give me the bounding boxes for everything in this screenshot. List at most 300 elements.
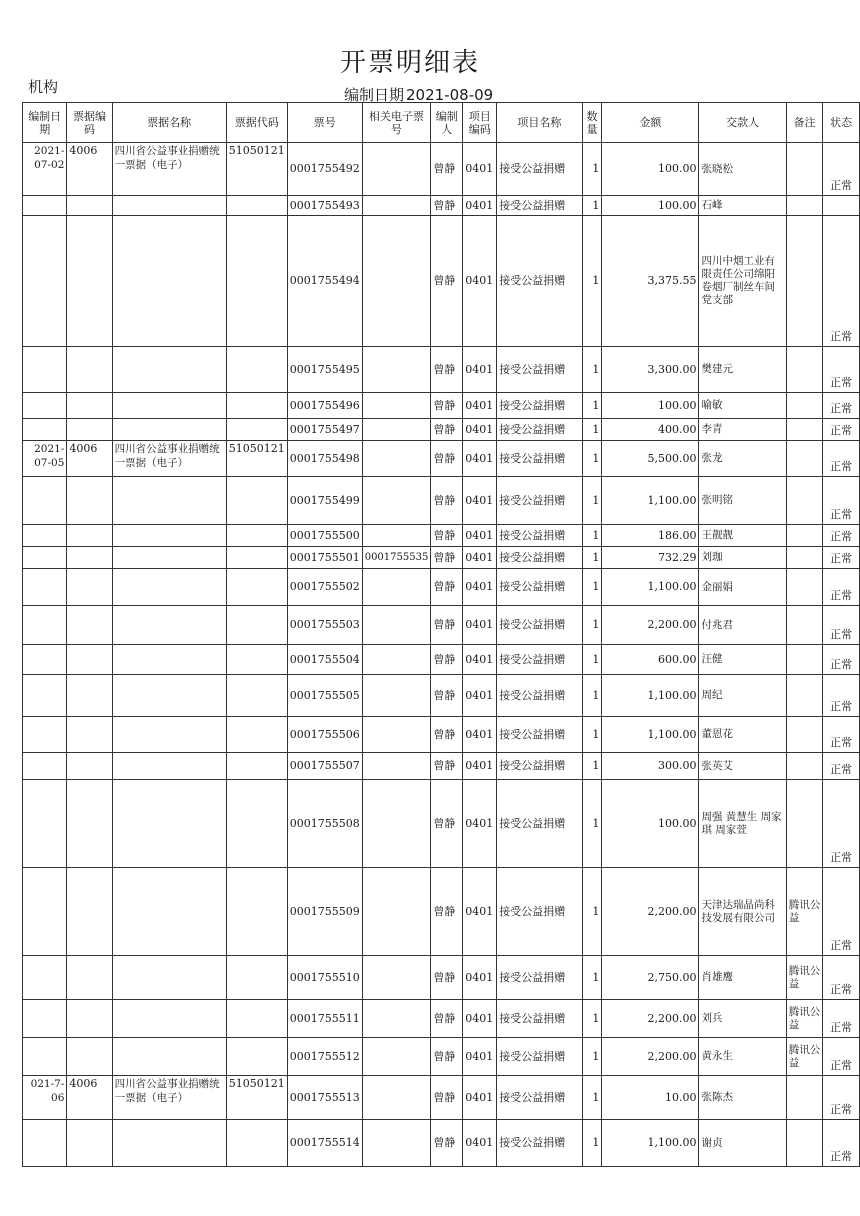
cell-item-name: 接受公益捐赠 [497, 956, 582, 1000]
cell-maker: 曾静 [431, 419, 463, 441]
cell-doc-name [112, 196, 226, 216]
cell-amount: 2,200.00 [602, 1000, 699, 1038]
table-row [23, 753, 860, 780]
cell-doc-code-id [67, 753, 112, 780]
cell-maker: 曾静 [431, 1120, 463, 1167]
cell-date [23, 569, 67, 606]
cell-doc-name [112, 547, 226, 569]
cell-status [823, 196, 860, 216]
cell-doc-code-id [67, 216, 112, 347]
cell-amount: 1,100.00 [602, 675, 699, 717]
cell-payer: 张晓松 [699, 143, 786, 196]
cell-date [23, 196, 67, 216]
cell-doc-code [226, 1038, 287, 1076]
cell-number: 0001755504 [287, 645, 362, 675]
cell-payer: 四川中烟工业有限责任公司绵阳卷烟厂制丝车间党支部 [699, 216, 786, 347]
cell-doc-code [226, 569, 287, 606]
cell-number: 0001755501 [287, 547, 362, 569]
cell-date [23, 1000, 67, 1038]
cell-payer: 王靓靓 [699, 525, 786, 547]
table-row [23, 956, 860, 1000]
cell-doc-code-id: 4006 [67, 143, 112, 196]
cell-maker: 曾静 [431, 525, 463, 547]
cell-date [23, 419, 67, 441]
cell-date [23, 525, 67, 547]
cell-item-code: 0401 [463, 196, 497, 216]
cell-item-name: 接受公益捐赠 [497, 1000, 582, 1038]
cell-note [786, 717, 823, 753]
cell-number: 0001755507 [287, 753, 362, 780]
cell-number: 0001755492 [287, 143, 362, 196]
cell-qty: 1 [582, 569, 602, 606]
cell-qty: 1 [582, 393, 602, 419]
cell-doc-code-id [67, 956, 112, 1000]
cell-amount: 100.00 [602, 393, 699, 419]
cell-payer: 谢贞 [699, 1120, 786, 1167]
cell-related-number [362, 1076, 431, 1120]
cell-doc-name [112, 216, 226, 347]
cell-date [23, 753, 67, 780]
header-number: 票号 [287, 103, 362, 143]
cell-related-number [362, 1120, 431, 1167]
table-row [23, 675, 860, 717]
cell-doc-name: 四川省公益事业捐赠统一票据（电子） [112, 1076, 226, 1120]
cell-doc-code [226, 1120, 287, 1167]
cell-item-name: 接受公益捐赠 [497, 606, 582, 645]
cell-maker: 曾静 [431, 868, 463, 956]
cell-item-name: 接受公益捐赠 [497, 753, 582, 780]
table-row [23, 547, 860, 569]
cell-payer: 李青 [699, 419, 786, 441]
cell-amount: 100.00 [602, 196, 699, 216]
cell-item-code: 0401 [463, 419, 497, 441]
cell-status: 正常 [823, 393, 860, 419]
cell-status: 正常 [823, 753, 860, 780]
cell-status: 正常 [823, 143, 860, 196]
cell-note [786, 569, 823, 606]
cell-related-number [362, 606, 431, 645]
cell-payer: 周强 黄慧生 周家琪 周家萱 [699, 780, 786, 868]
cell-date [23, 477, 67, 525]
cell-item-code: 0401 [463, 569, 497, 606]
table-row [23, 645, 860, 675]
table-row [23, 1120, 860, 1167]
cell-doc-name [112, 393, 226, 419]
cell-item-code: 0401 [463, 956, 497, 1000]
cell-related-number [362, 717, 431, 753]
cell-related-number [362, 477, 431, 525]
cell-doc-name [112, 645, 226, 675]
cell-maker: 曾静 [431, 645, 463, 675]
cell-related-number [362, 753, 431, 780]
cell-qty: 1 [582, 1038, 602, 1076]
cell-status: 正常 [823, 477, 860, 525]
cell-item-name: 接受公益捐赠 [497, 347, 582, 393]
cell-item-name: 接受公益捐赠 [497, 569, 582, 606]
cell-maker: 曾静 [431, 606, 463, 645]
cell-related-number [362, 143, 431, 196]
cell-number: 0001755511 [287, 1000, 362, 1038]
cell-related-number [362, 569, 431, 606]
cell-qty: 1 [582, 441, 602, 477]
cell-doc-code-id [67, 196, 112, 216]
invoice-detail-table [22, 102, 860, 1167]
cell-note [786, 441, 823, 477]
cell-qty: 1 [582, 645, 602, 675]
cell-doc-name [112, 675, 226, 717]
cell-status: 正常 [823, 1076, 860, 1120]
cell-item-name: 接受公益捐赠 [497, 868, 582, 956]
cell-qty: 1 [582, 1076, 602, 1120]
cell-doc-code [226, 645, 287, 675]
cell-item-name: 接受公益捐赠 [497, 477, 582, 525]
cell-status: 正常 [823, 216, 860, 347]
cell-amount: 3,300.00 [602, 347, 699, 393]
cell-note: 腾讯公益 [786, 956, 823, 1000]
cell-item-code: 0401 [463, 868, 497, 956]
cell-number: 0001755503 [287, 606, 362, 645]
cell-maker: 曾静 [431, 569, 463, 606]
cell-amount: 2,200.00 [602, 606, 699, 645]
cell-payer: 张陈杰 [699, 1076, 786, 1120]
cell-date [23, 780, 67, 868]
cell-number: 0001755505 [287, 675, 362, 717]
cell-doc-code [226, 1000, 287, 1038]
cell-doc-code-id [67, 477, 112, 525]
cell-date [23, 717, 67, 753]
cell-amount: 186.00 [602, 525, 699, 547]
cell-status: 正常 [823, 347, 860, 393]
cell-amount: 1,100.00 [602, 569, 699, 606]
cell-qty: 1 [582, 216, 602, 347]
cell-related-number [362, 675, 431, 717]
cell-doc-code-id [67, 347, 112, 393]
cell-number: 0001755506 [287, 717, 362, 753]
cell-maker: 曾静 [431, 1000, 463, 1038]
cell-doc-code [226, 780, 287, 868]
cell-note [786, 347, 823, 393]
cell-status: 正常 [823, 717, 860, 753]
cell-related-number [362, 525, 431, 547]
cell-doc-code: 51050121 [226, 143, 287, 196]
cell-qty: 1 [582, 1000, 602, 1038]
cell-doc-name: 四川省公益事业捐赠统一票据（电子） [112, 143, 226, 196]
table-row [23, 441, 860, 477]
cell-qty: 1 [582, 419, 602, 441]
cell-qty: 1 [582, 477, 602, 525]
cell-doc-code-id [67, 1000, 112, 1038]
cell-item-name: 接受公益捐赠 [497, 717, 582, 753]
cell-status: 正常 [823, 569, 860, 606]
table-header-row [23, 103, 860, 143]
cell-doc-name: 四川省公益事业捐赠统一票据（电子） [112, 441, 226, 477]
cell-payer: 付兆君 [699, 606, 786, 645]
cell-doc-code-id [67, 675, 112, 717]
cell-doc-code-id [67, 393, 112, 419]
cell-qty: 1 [582, 780, 602, 868]
table-row [23, 196, 860, 216]
cell-doc-name [112, 1038, 226, 1076]
cell-number: 0001755514 [287, 1120, 362, 1167]
cell-number: 0001755497 [287, 419, 362, 441]
cell-note [786, 419, 823, 441]
cell-payer: 张龙 [699, 441, 786, 477]
cell-note: 腾讯公益 [786, 868, 823, 956]
table-row [23, 1076, 860, 1120]
cell-doc-code-id: 4006 [67, 1076, 112, 1120]
cell-related-number [362, 347, 431, 393]
cell-doc-code-id [67, 525, 112, 547]
cell-payer: 董恩花 [699, 717, 786, 753]
cell-date [23, 956, 67, 1000]
cell-maker: 曾静 [431, 1076, 463, 1120]
header-qty: 数量 [582, 103, 602, 143]
cell-doc-name [112, 525, 226, 547]
cell-related-number [362, 441, 431, 477]
cell-related-number [362, 216, 431, 347]
header-item-name: 项目名称 [497, 103, 582, 143]
cell-payer: 刘珈 [699, 547, 786, 569]
table-row [23, 393, 860, 419]
cell-note [786, 547, 823, 569]
cell-number: 0001755508 [287, 780, 362, 868]
cell-amount: 2,200.00 [602, 1038, 699, 1076]
cell-maker: 曾静 [431, 675, 463, 717]
cell-qty: 1 [582, 675, 602, 717]
cell-item-code: 0401 [463, 441, 497, 477]
cell-number: 0001755509 [287, 868, 362, 956]
cell-date [23, 547, 67, 569]
cell-number: 0001755498 [287, 441, 362, 477]
header-doc-code-id: 票据编码 [67, 103, 112, 143]
cell-amount: 300.00 [602, 753, 699, 780]
cell-qty: 1 [582, 525, 602, 547]
cell-number: 0001755510 [287, 956, 362, 1000]
compile-date-value: 2021-08-09 [406, 86, 494, 104]
cell-note: 腾讯公益 [786, 1038, 823, 1076]
cell-date [23, 1120, 67, 1167]
cell-qty: 1 [582, 143, 602, 196]
cell-doc-code [226, 216, 287, 347]
cell-doc-code [226, 675, 287, 717]
cell-item-code: 0401 [463, 753, 497, 780]
cell-item-code: 0401 [463, 606, 497, 645]
cell-item-code: 0401 [463, 525, 497, 547]
cell-related-number [362, 645, 431, 675]
table-row [23, 347, 860, 393]
cell-related-number [362, 393, 431, 419]
cell-item-code: 0401 [463, 547, 497, 569]
table-row [23, 1000, 860, 1038]
cell-payer: 肖雄鹰 [699, 956, 786, 1000]
header-date: 编制日期 [23, 103, 67, 143]
cell-item-name: 接受公益捐赠 [497, 547, 582, 569]
cell-maker: 曾静 [431, 780, 463, 868]
cell-doc-name [112, 477, 226, 525]
cell-maker: 曾静 [431, 717, 463, 753]
cell-payer: 汪健 [699, 645, 786, 675]
cell-doc-code-id [67, 606, 112, 645]
cell-note [786, 216, 823, 347]
cell-amount: 100.00 [602, 780, 699, 868]
cell-note: 腾讯公益 [786, 1000, 823, 1038]
cell-doc-code [226, 717, 287, 753]
cell-amount: 1,100.00 [602, 1120, 699, 1167]
cell-item-code: 0401 [463, 1000, 497, 1038]
cell-number: 0001755502 [287, 569, 362, 606]
cell-item-code: 0401 [463, 216, 497, 347]
cell-doc-name [112, 1000, 226, 1038]
cell-item-name: 接受公益捐赠 [497, 419, 582, 441]
cell-item-name: 接受公益捐赠 [497, 143, 582, 196]
cell-item-code: 0401 [463, 717, 497, 753]
cell-item-name: 接受公益捐赠 [497, 1076, 582, 1120]
cell-status: 正常 [823, 780, 860, 868]
cell-related-number: 0001755535 [362, 547, 431, 569]
cell-doc-name [112, 569, 226, 606]
cell-note [786, 780, 823, 868]
cell-number: 0001755496 [287, 393, 362, 419]
cell-status: 正常 [823, 1038, 860, 1076]
cell-status: 正常 [823, 525, 860, 547]
cell-maker: 曾静 [431, 1038, 463, 1076]
table-row [23, 1038, 860, 1076]
cell-amount: 1,100.00 [602, 477, 699, 525]
cell-item-name: 接受公益捐赠 [497, 780, 582, 868]
table-row [23, 717, 860, 753]
table-row [23, 780, 860, 868]
cell-maker: 曾静 [431, 477, 463, 525]
cell-payer: 黄永生 [699, 1038, 786, 1076]
cell-status: 正常 [823, 1120, 860, 1167]
cell-status: 正常 [823, 645, 860, 675]
cell-amount: 600.00 [602, 645, 699, 675]
cell-payer: 喻敏 [699, 393, 786, 419]
cell-status: 正常 [823, 1000, 860, 1038]
cell-qty: 1 [582, 717, 602, 753]
header-item-code: 项目编码 [463, 103, 497, 143]
cell-related-number [362, 868, 431, 956]
cell-item-name: 接受公益捐赠 [497, 525, 582, 547]
cell-maker: 曾静 [431, 441, 463, 477]
cell-qty: 1 [582, 868, 602, 956]
cell-doc-name [112, 1120, 226, 1167]
cell-doc-name [112, 419, 226, 441]
compile-date-label: 编制日期 [344, 86, 405, 104]
cell-status: 正常 [823, 868, 860, 956]
cell-item-name: 接受公益捐赠 [497, 393, 582, 419]
cell-doc-code [226, 868, 287, 956]
cell-date [23, 868, 67, 956]
cell-status: 正常 [823, 956, 860, 1000]
cell-doc-name [112, 780, 226, 868]
cell-doc-code [226, 956, 287, 1000]
cell-doc-name [112, 606, 226, 645]
cell-doc-name [112, 868, 226, 956]
table-row [23, 216, 860, 347]
cell-maker: 曾静 [431, 196, 463, 216]
cell-item-name: 接受公益捐赠 [497, 196, 582, 216]
header-amount: 金额 [602, 103, 699, 143]
header-doc-name: 票据名称 [112, 103, 226, 143]
cell-item-code: 0401 [463, 477, 497, 525]
cell-maker: 曾静 [431, 753, 463, 780]
cell-maker: 曾静 [431, 956, 463, 1000]
header-note: 备注 [786, 103, 823, 143]
cell-doc-code [226, 393, 287, 419]
cell-amount: 100.00 [602, 143, 699, 196]
cell-doc-name [112, 956, 226, 1000]
cell-payer: 张明铭 [699, 477, 786, 525]
cell-item-code: 0401 [463, 1076, 497, 1120]
cell-qty: 1 [582, 547, 602, 569]
cell-qty: 1 [582, 1120, 602, 1167]
cell-item-name: 接受公益捐赠 [497, 645, 582, 675]
cell-amount: 3,375.55 [602, 216, 699, 347]
page-title: 开票明细表 [339, 48, 480, 78]
cell-related-number [362, 780, 431, 868]
cell-amount: 5,500.00 [602, 441, 699, 477]
table-row [23, 143, 860, 196]
cell-doc-code-id [67, 1120, 112, 1167]
cell-qty: 1 [582, 196, 602, 216]
cell-number: 0001755499 [287, 477, 362, 525]
cell-payer: 张英艾 [699, 753, 786, 780]
cell-doc-code [226, 547, 287, 569]
cell-doc-code [226, 606, 287, 645]
cell-item-code: 0401 [463, 1120, 497, 1167]
cell-payer: 周纪 [699, 675, 786, 717]
cell-doc-code-id: 4006 [67, 441, 112, 477]
cell-status: 正常 [823, 419, 860, 441]
cell-qty: 1 [582, 347, 602, 393]
cell-item-name: 接受公益捐赠 [497, 1120, 582, 1167]
cell-doc-code-id [67, 717, 112, 753]
table-row [23, 419, 860, 441]
cell-doc-code [226, 347, 287, 393]
cell-doc-code-id [67, 419, 112, 441]
cell-amount: 2,750.00 [602, 956, 699, 1000]
cell-maker: 曾静 [431, 393, 463, 419]
cell-date [23, 606, 67, 645]
table-row [23, 606, 860, 645]
cell-payer: 石峰 [699, 196, 786, 216]
cell-note [786, 1076, 823, 1120]
header-maker: 编制人 [431, 103, 463, 143]
cell-qty: 1 [582, 753, 602, 780]
cell-maker: 曾静 [431, 347, 463, 393]
cell-number: 0001755513 [287, 1076, 362, 1120]
cell-maker: 曾静 [431, 143, 463, 196]
cell-note [786, 753, 823, 780]
cell-amount: 400.00 [602, 419, 699, 441]
header-status: 状态 [823, 103, 860, 143]
cell-related-number [362, 1000, 431, 1038]
cell-item-code: 0401 [463, 347, 497, 393]
cell-note [786, 525, 823, 547]
cell-doc-code-id [67, 1038, 112, 1076]
cell-doc-name [112, 717, 226, 753]
cell-related-number [362, 196, 431, 216]
cell-note [786, 1120, 823, 1167]
cell-date: 2021-07-05 [23, 441, 67, 477]
cell-doc-name [112, 347, 226, 393]
cell-doc-code-id [67, 645, 112, 675]
cell-doc-code-id [67, 569, 112, 606]
cell-payer: 樊建元 [699, 347, 786, 393]
cell-qty: 1 [582, 606, 602, 645]
org-label: 机构 [28, 78, 59, 96]
